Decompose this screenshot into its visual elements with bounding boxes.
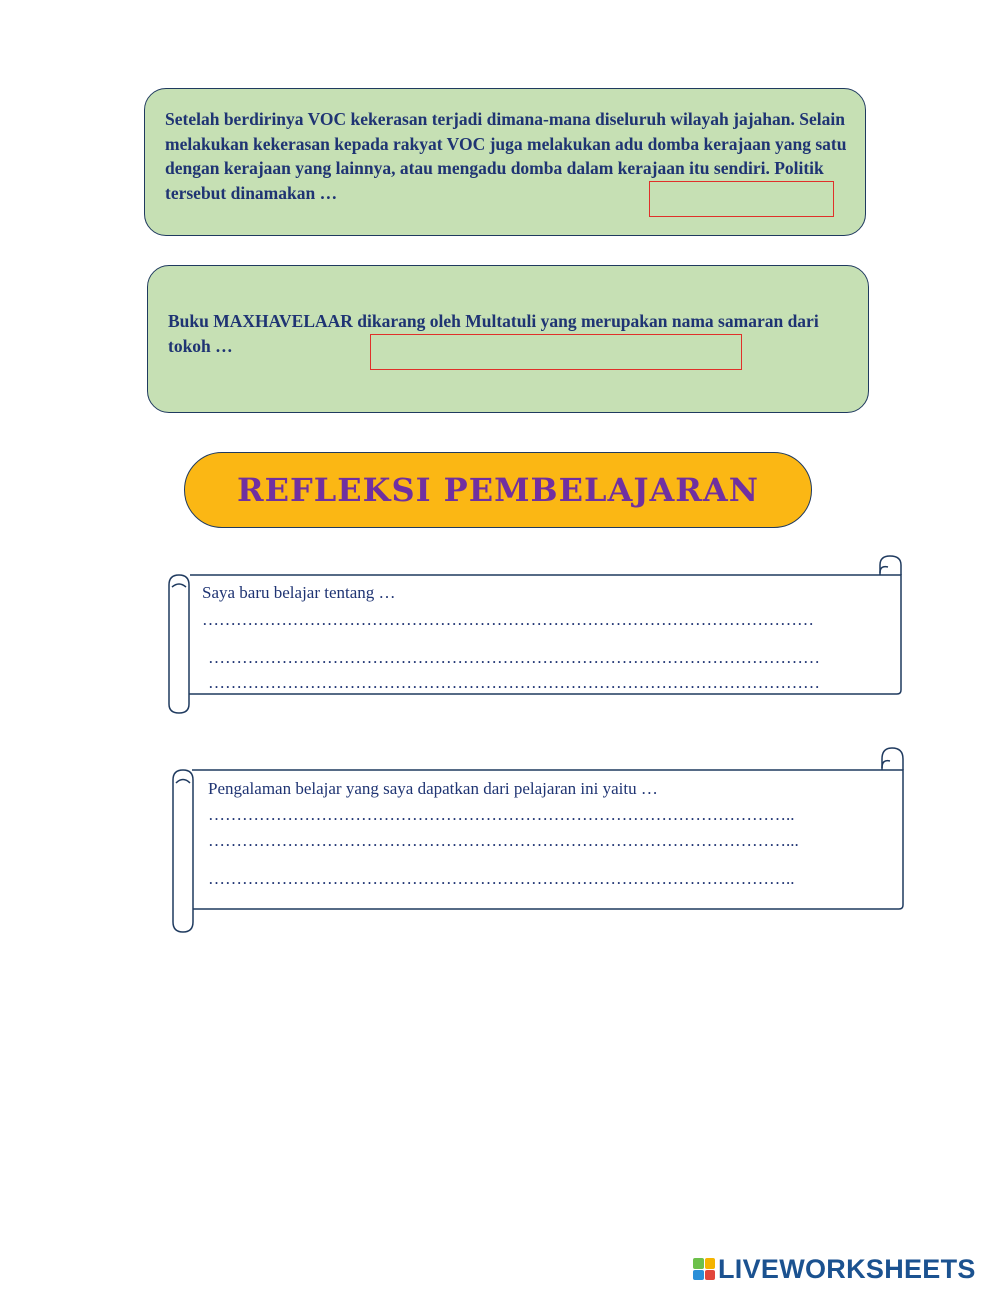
liveworksheets-logo [693, 1254, 976, 1284]
banner-title: REFLEKSI PEMBELAJARAN [237, 471, 759, 509]
answer-field-1[interactable] [649, 181, 834, 217]
reflection-line-1-3[interactable]: ……………………………………………………………………………………………… [208, 673, 820, 692]
reflection-line-2-1[interactable]: ………………………………………………………………………………………….. [208, 805, 795, 824]
answer-field-2[interactable] [370, 334, 742, 370]
reflection-prompt-2: Pengalaman belajar yang saya dapatkan dari pelajaran ini yaitu … [208, 779, 658, 798]
reflection-scroll-1 [168, 555, 904, 715]
reflection-banner [184, 452, 812, 528]
question-text-2: Buku MAXHAVELAAR dikarang oleh Multatuli yang merupakan nama samaran dari tokoh … [168, 311, 819, 356]
logo-mark-icon [693, 1258, 715, 1280]
reflection-line-2-3[interactable]: ………………………………………………………………………………………….. [208, 869, 795, 888]
brand-name: LIVEWORKSHEETS [718, 1253, 976, 1284]
reflection-line-1-1[interactable]: ……………………………………………………………………………………………… [202, 610, 814, 629]
reflection-prompt-1: Saya baru belajar tentang … [202, 583, 396, 602]
reflection-line-2-2[interactable]: …………………………………………………………………………………………... [208, 831, 799, 850]
question-text-1: Setelah berdirinya VOC kekerasan terjadi dimana-mana diseluruh wilayah jajahan. Selain melakukan kekerasan kepada rakyat VOC juga melakukan adu domba kerajaan yang satu dengan kerajaan yang lainnya, atau mengadu domba dalam kerajaan itu sendiri. Politik tersebut dinamakan … [165, 109, 847, 203]
reflection-scroll-2 [170, 747, 906, 933]
reflection-line-1-2[interactable]: ……………………………………………………………………………………………… [208, 648, 820, 667]
